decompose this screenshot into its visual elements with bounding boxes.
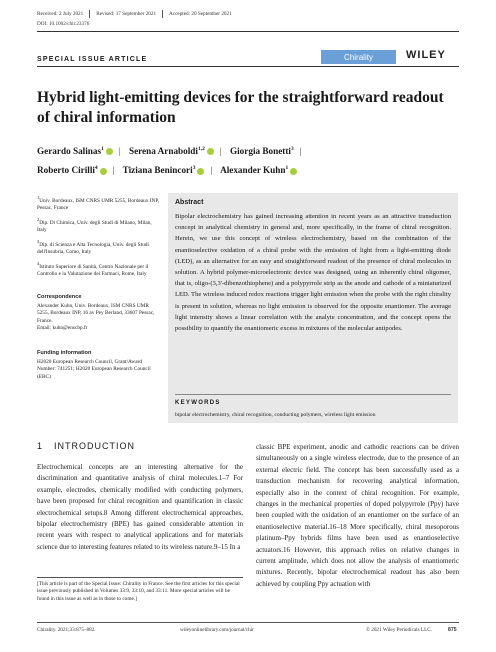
body-text-left: Electrochemical concepts are an interesting alternative for the discrimination and quantitative analysis of chiral molecules.1–7 For example, electrodes, chemically modified with conducting polymers, have been proposed for chiral recognition and quantification in classic electrochemical setups.8 Among different electrochemical approaches, bipolar electrochemistry (BPE) has gained considerable attention in recent years with respect to analytical applications and for materials science due to interesting features related to its wireless nature.9–15 In a	[37, 463, 243, 551]
abstract-text: Bipolar electrochemistry has gained increasing attention in recent years as an attractive transduction concept in analytical chemistry in general and, more specifically, in the frame of chiral recognition. Herein, we use this concept of wireless electrochemistry, based on the combination of the enantioselective oxidation of a chiral probe with the emission of light from a light-emitting diode (LED), as an alternative for an easy and straightforward readout of the presence of chiral molecules in solution. A hybrid polymer-microelectronic device was designed, using an inherently chiral oligomer, that is, oligo-(3,3'-dibenzothiophene) and a polypyrrole strip as the anode and cathode of a miniaturized LED. The wireless induced redox reactions trigger light emission when the probe with the right chirality is present in solution, whereas no light emission is observed for the opposite enantiomer. The average light intensity shows a linear correlation with the analyte concentration, and the concept opens the possibility to quantify the enantiomeric excess in mixtures of the molecular antipodes.	[175, 213, 451, 333]
author[interactable]: Tiziana Benincori$^3$	[123, 165, 205, 175]
orcid-icon[interactable]	[197, 168, 204, 175]
orcid-icon[interactable]	[100, 168, 107, 175]
abstract-box	[168, 193, 458, 423]
author-separator: |	[118, 146, 121, 157]
footer-rule	[37, 622, 459, 623]
article-title: Hybrid light-emitting devices for the straightforward readout of chiral information	[37, 89, 444, 126]
orcid-icon[interactable]	[106, 148, 113, 155]
funding	[37, 350, 162, 381]
author[interactable]: Giorgia Bonetti$^3$	[229, 146, 294, 157]
revised-date: Revised: 17 September 2021	[96, 11, 157, 17]
correspondence-heading: Correspondence	[37, 294, 82, 300]
header-rule	[37, 31, 459, 32]
correspondence-email[interactable]: Email: kuhn@enscbp.fr	[37, 325, 88, 332]
correspondence-text: Alexander Kuhn, Univ. Bordeaux, ISM CNRS UMR 5255, Bordeaux INP, 16 av Pey Berland, 33607 Pessac, France.	[37, 302, 155, 324]
author[interactable]: Alexander Kuhn$^1$	[220, 165, 297, 175]
abstract-heading: Abstract	[175, 199, 204, 206]
section-title: INTRODUCTION	[54, 441, 136, 451]
received-date: Received: 2 July 2021	[37, 11, 84, 17]
author[interactable]: Serena Arnaboldi$^{1,2}$	[129, 146, 214, 156]
publisher-logo: WILEY	[406, 49, 446, 61]
divider	[89, 10, 90, 18]
citation: Chirality. 2021;33:875–882.	[37, 627, 96, 633]
section-heading	[37, 441, 135, 451]
section-label: SPECIAL ISSUE ARTICLE	[37, 56, 148, 63]
correspondence	[37, 294, 162, 333]
author[interactable]: Gerardo Salinas$^1$	[37, 146, 113, 156]
funding-heading: Funding information	[37, 350, 92, 356]
journal-url[interactable]: wileyonlinelibrary.com/journal/chir	[180, 627, 254, 633]
keywords-list: bipolar electrochemistry, chiral recognition, conducting polymers, wireless light emission	[175, 412, 376, 418]
accepted-date: Accepted: 20 September 2021	[169, 11, 232, 17]
author-list	[37, 141, 467, 179]
keywords-heading: KEYWORDS	[175, 400, 221, 406]
body-text-right: classic BPE experiment, anodic and cathodic reactions can be driven simultaneously on a single wireless electrode, due to the presence of an external electric field. The concept has been successfully used as a transduction mechanism for recovering analytical information, especially also in the context of chiral recognition. For example, changes in the mechanical properties of doped polypyrrole (Ppy) have been coupled with the oxidation of an enantiomer on the surface of an enantioselective material.16–18 More specifically, chiral mesoporous platinum–Ppy hybrids films have been used as enantioselective actuators.16 However, this approach relies on relative changes in current amplitude, which does not allow the analysis of enantiomeric mixtures. Recently, bipolar electrochemical readout has also been achieved by coupling Ppy actuation with	[256, 443, 459, 588]
author-separator: |	[210, 165, 213, 176]
doi[interactable]: DOI: 10.1002/chir.23376	[37, 21, 90, 27]
journal-badge: Chirality	[321, 50, 396, 64]
keywords-rule	[175, 394, 451, 395]
author-separator: |	[219, 146, 222, 157]
author-separator: |	[299, 146, 302, 157]
special-issue-footnote: [This article is part of the Special Issue: Chirality in France. See the first articles for this special issue previously published in Volumes 33:9, 33:10, and 33:11. More special articles will be found in this issue as well as in those to come.]	[37, 577, 243, 603]
affiliation: $^1$Univ. Bordeaux, ISM CNRS UMR 5255, Bordeaux INP, Pessac, France	[37, 195, 160, 212]
orcid-icon[interactable]	[290, 168, 297, 175]
copyright: © 2021 Wiley Periodicals LLC.	[366, 627, 433, 633]
section-number: 1	[37, 441, 44, 451]
section-rule	[37, 66, 459, 67]
affiliation: $^4$Istituto Superiore di Sanità, Centro Nazionale per il Controllo e la Valutazione dei Farmaci, Rome, Italy	[37, 260, 149, 278]
affiliation: $^3$Dip. di Scienza e Alta Tecnologia, Univ. degli Studi dell'Insubria, Como, Italy	[37, 238, 149, 256]
orcid-icon[interactable]	[207, 148, 214, 155]
funding-text: H2020 European Research Council, Grant/Award Number: 741251; H2020 European Research Council (ERC)	[37, 358, 151, 380]
affiliations	[37, 194, 162, 282]
affiliation: $^2$Dip. Di Chimica, Univ. degli Studi di Milano, Milan, Italy	[37, 216, 152, 234]
author-separator: |	[112, 165, 115, 176]
page-number: 875	[448, 627, 457, 633]
article-dates	[37, 10, 232, 18]
author[interactable]: Roberto Cirilli$^4$	[37, 165, 107, 175]
divider	[162, 10, 163, 18]
